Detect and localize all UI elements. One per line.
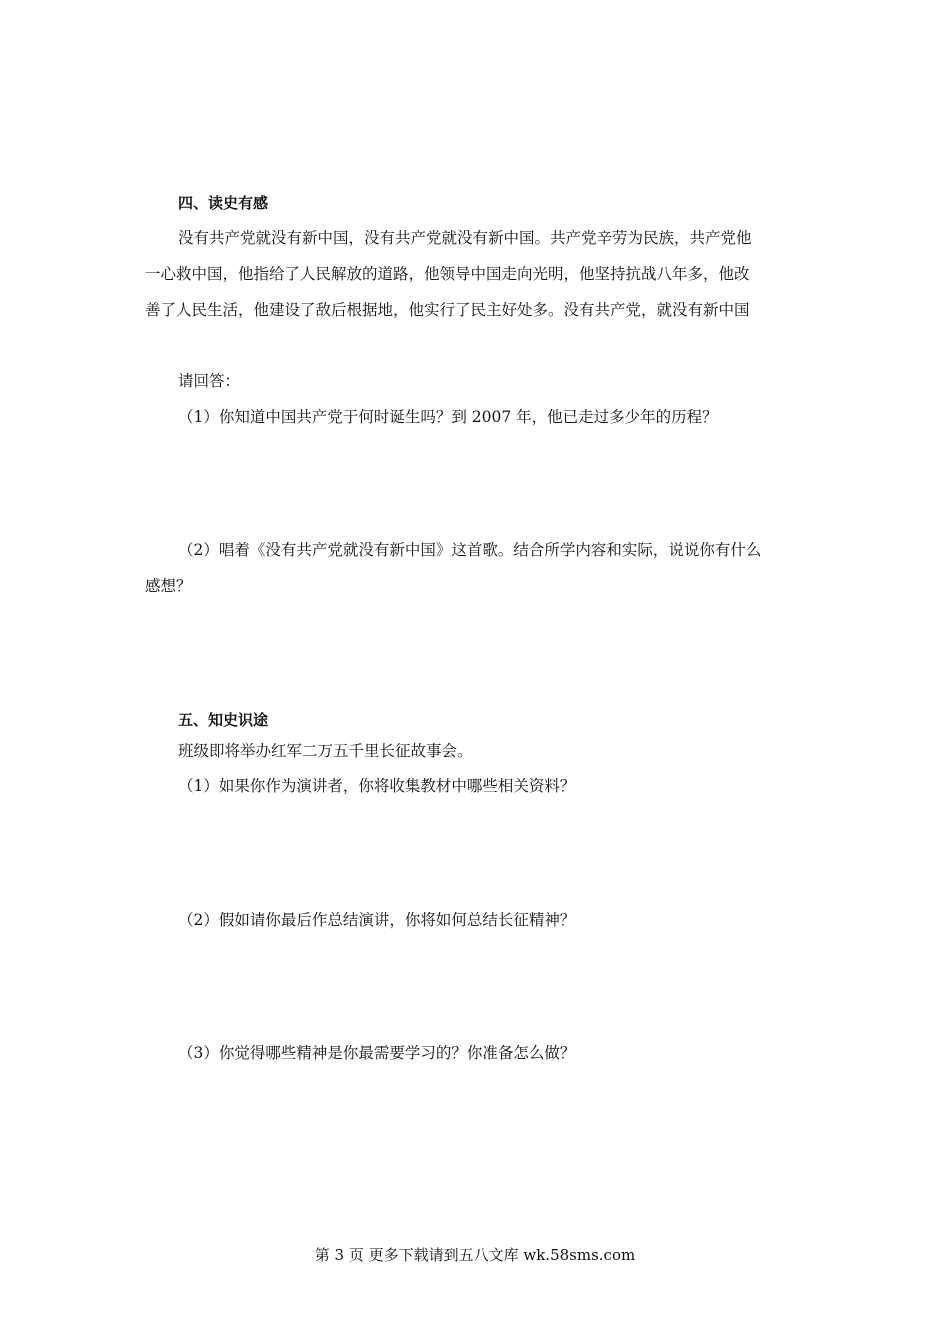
section4-paragraph-line-3: 善了人民生活，他建设了敌后根据地，他实行了民主好处多。没有共产党，就没有新中国 (145, 301, 750, 319)
page-footer: 第 3 页 更多下载请到五八文库 wk.58sms.com (314, 1246, 636, 1264)
section5-question-3: （3）你觉得哪些精神是你最需要学习的？你准备怎么做？ (178, 1044, 576, 1062)
section5-intro: 班级即将举办红军二万五千里长征故事会。 (178, 742, 473, 760)
section5-question-2: （2）假如请你最后作总结演讲，你将如何总结长征精神？ (178, 911, 576, 929)
section4-paragraph-line-1: 没有共产党就没有新中国，没有共产党就没有新中国。共产党辛劳为民族，共产党他 (178, 229, 752, 247)
section4-prompt: 请回答： (178, 372, 241, 390)
section4-question-2-line-2: 感想？ (145, 577, 192, 595)
section4-heading: 四、读史有感 (178, 194, 269, 212)
section4-paragraph-line-2: 一心救中国，他指给了人民解放的道路，他领导中国走向光明，他坚持抗战八年多，他改 (145, 265, 750, 283)
section5-heading: 五、知史识途 (178, 711, 269, 729)
section4-question-1: （1）你知道中国共产党于何时诞生吗？到 2007 年，他已走过多少年的历程？ (178, 408, 718, 426)
section5-question-1: （1）如果你作为演讲者，你将收集教材中哪些相关资料？ (178, 777, 576, 795)
section4-question-2-line-1: （2）唱着《没有共产党就没有新中国》这首歌。结合所学内容和实际，说说你有什么 (178, 541, 762, 559)
